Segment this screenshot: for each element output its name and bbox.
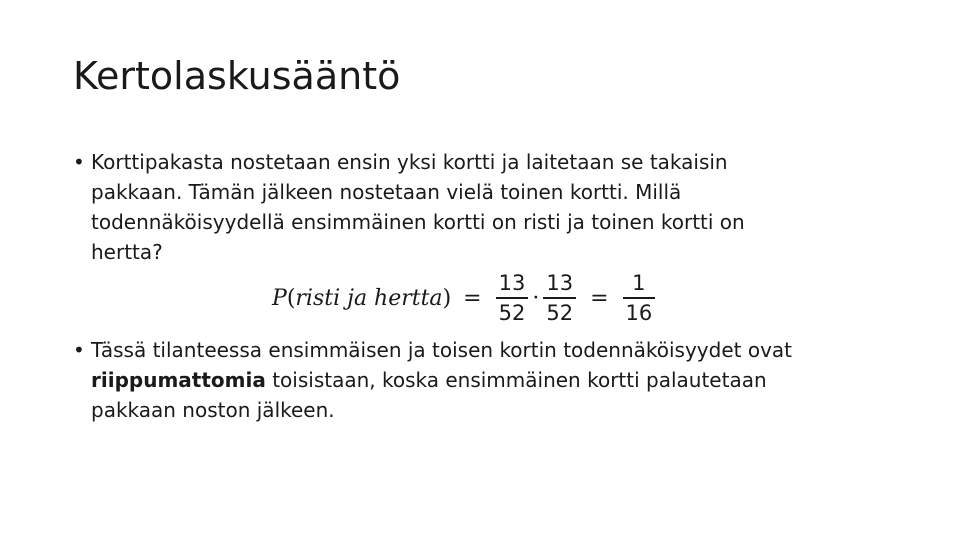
bullet-line: Tässä tilanteessa ensimmäisen ja toisen kortin todennäköisyydet ovat — [91, 338, 793, 362]
bullet-item-explanation — [73, 335, 891, 425]
bullet-item-question — [73, 147, 891, 267]
slide-title: Kertolaskusääntö — [73, 54, 401, 98]
bullet-line: pakkaan noston jälkeen. — [91, 398, 335, 422]
fraction-denominator: 52 — [498, 300, 526, 325]
probability-formula — [272, 260, 657, 336]
formula-equals: = — [590, 285, 609, 311]
fraction-numerator: 13 — [498, 271, 526, 296]
bullet-marker: • — [73, 338, 85, 362]
fraction-numerator: 1 — [632, 271, 646, 296]
formula-lhs — [272, 286, 451, 311]
bullet-line: Korttipakasta nostetaan ensin yksi kortti ja laitetaan se takaisin — [91, 150, 728, 174]
formula-open-paren: ( — [286, 285, 296, 311]
formula-equals: = — [463, 285, 482, 311]
bullet-line: hertta? — [91, 240, 163, 264]
bullet-text — [91, 147, 891, 267]
fraction-first — [496, 269, 529, 327]
formula-multiply: · — [532, 285, 540, 311]
formula-function: P — [272, 285, 287, 311]
formula-argument: risti ja hertta — [295, 285, 443, 311]
fraction-numerator: 13 — [546, 271, 574, 296]
bullet-marker: • — [73, 150, 85, 174]
emphasis-term: riippumattomia — [91, 368, 266, 392]
bullet-text — [91, 335, 891, 425]
bullet-line: pakkaan. Tämän jälkeen nostetaan vielä toinen kortti. Millä — [91, 180, 682, 204]
bullet-line — [91, 365, 891, 395]
bullet-line-rest: toisistaan, koska ensimmäinen kortti palautetaan — [265, 368, 767, 392]
fraction-denominator: 52 — [546, 300, 574, 325]
fraction-second — [543, 269, 576, 327]
fraction-result — [623, 269, 656, 327]
bullet-line: todennäköisyydellä ensimmäinen kortti on risti ja toinen kortti on — [91, 210, 745, 234]
fraction-denominator: 16 — [625, 300, 653, 325]
formula-close-paren: ) — [442, 285, 452, 311]
